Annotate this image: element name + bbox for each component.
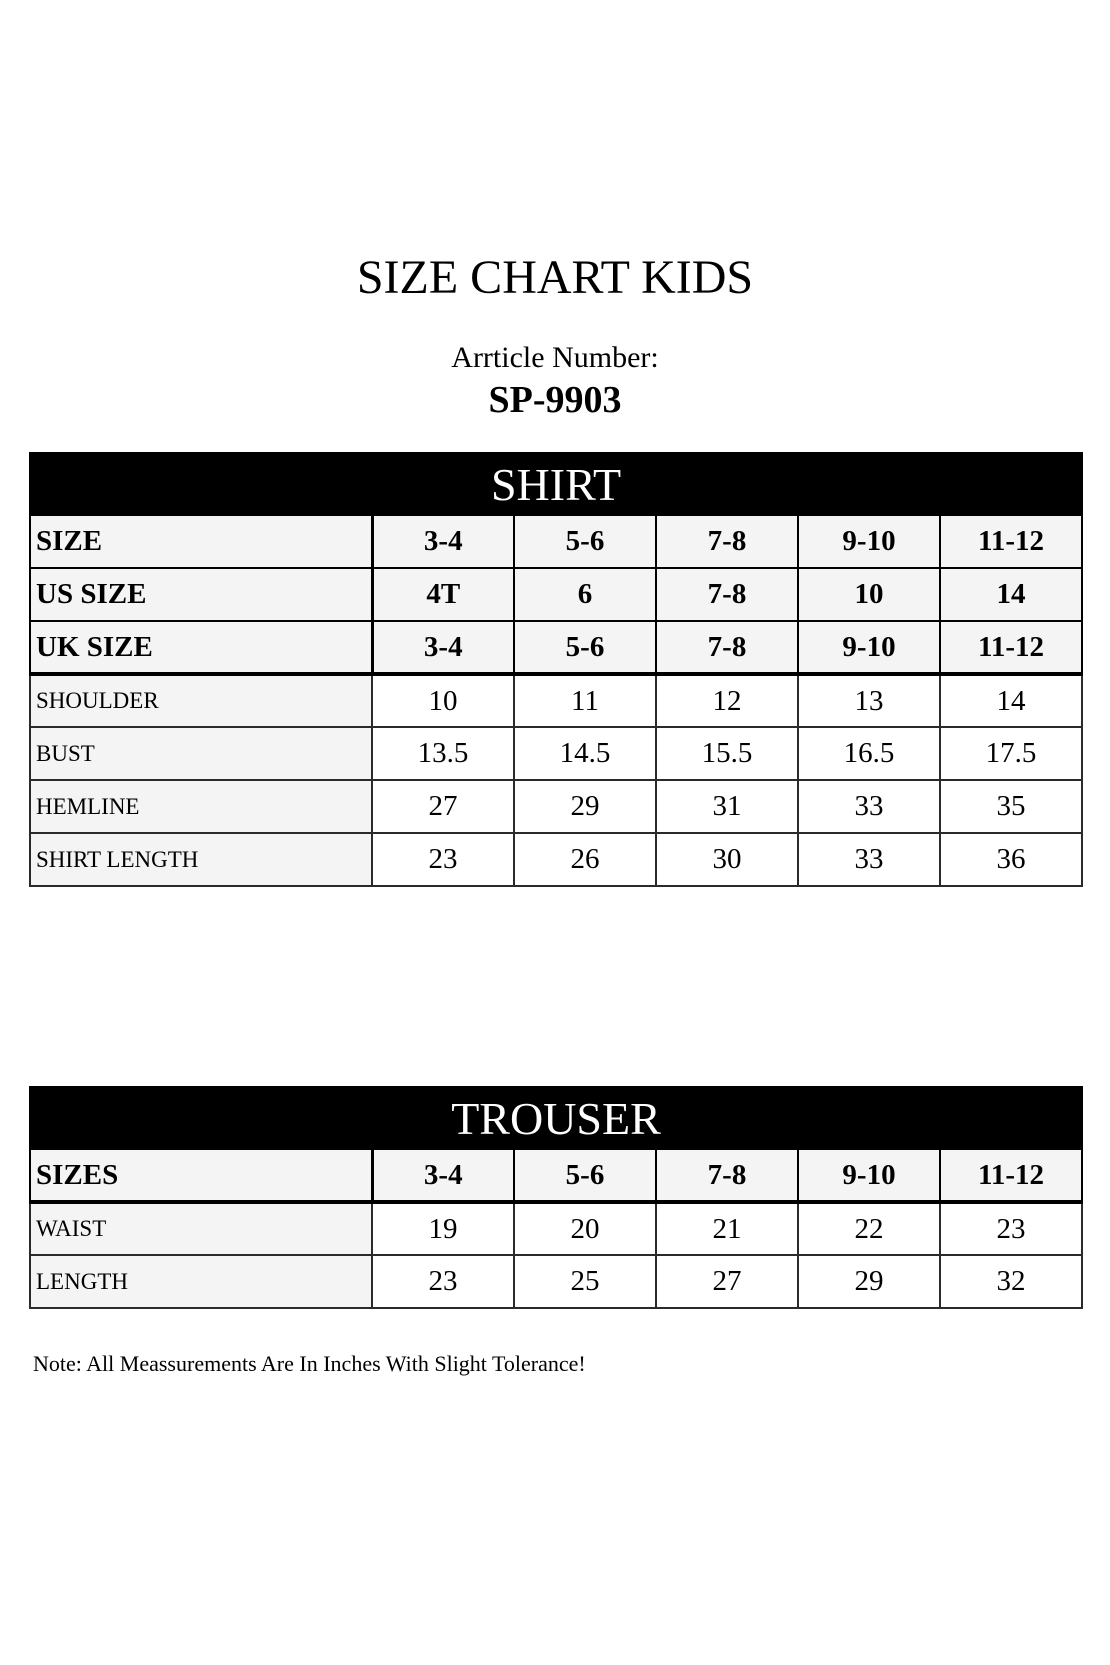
table-cell: 17.5 [940, 727, 1082, 780]
table-row [30, 674, 1082, 727]
table-cell: 29 [798, 1255, 940, 1308]
table-cell: 14 [940, 674, 1082, 727]
table-cell: 10 [798, 568, 940, 621]
table-cell: 29 [514, 780, 656, 833]
trouser-size-table [29, 1086, 1083, 1309]
table-cell: 9-10 [798, 1149, 940, 1202]
table-cell: 27 [372, 780, 514, 833]
table-row [30, 515, 1082, 568]
table-cell: 16.5 [798, 727, 940, 780]
table-cell: 26 [514, 833, 656, 886]
row-label: HEMLINE [30, 780, 372, 833]
table-cell: 13.5 [372, 727, 514, 780]
table-row [30, 833, 1082, 886]
table-cell: 3-4 [372, 515, 514, 568]
table-cell: 36 [940, 833, 1082, 886]
table-cell: 33 [798, 833, 940, 886]
table-cell: 14.5 [514, 727, 656, 780]
table-cell: 10 [372, 674, 514, 727]
table-cell: 22 [798, 1202, 940, 1255]
table-cell: 23 [372, 833, 514, 886]
table-cell: 7-8 [656, 568, 798, 621]
table-cell: 3-4 [372, 1149, 514, 1202]
table-cell: 15.5 [656, 727, 798, 780]
table-cell: 11-12 [940, 621, 1082, 674]
trouser-section-heading: TROUSER [30, 1087, 1082, 1149]
row-label: SHIRT LENGTH [30, 833, 372, 886]
table-cell: 27 [656, 1255, 798, 1308]
table-cell: 11 [514, 674, 656, 727]
article-number: SP-9903 [488, 379, 622, 421]
table-cell: 12 [656, 674, 798, 727]
shirt-section-heading: SHIRT [30, 453, 1082, 515]
row-label: BUST [30, 727, 372, 780]
table-row [30, 780, 1082, 833]
table-cell: 7-8 [656, 1149, 798, 1202]
table-row [30, 1255, 1082, 1308]
table-cell: 23 [940, 1202, 1082, 1255]
table-row [30, 621, 1082, 674]
table-row [30, 568, 1082, 621]
row-label: WAIST [30, 1202, 372, 1255]
table-cell: 21 [656, 1202, 798, 1255]
table-cell: 31 [656, 780, 798, 833]
row-label: UK SIZE [30, 621, 372, 674]
row-label: US SIZE [30, 568, 372, 621]
table-cell: 32 [940, 1255, 1082, 1308]
table-cell: 30 [656, 833, 798, 886]
page-title: SIZE CHART KIDS [356, 251, 754, 304]
table-cell: 5-6 [514, 1149, 656, 1202]
measurement-note: Note: All Meassurements Are In Inches With Slight Tolerance! [33, 1351, 586, 1376]
row-label: LENGTH [30, 1255, 372, 1308]
table-cell: 5-6 [514, 515, 656, 568]
table-cell: 9-10 [798, 621, 940, 674]
table-cell: 5-6 [514, 621, 656, 674]
table-cell: 7-8 [656, 621, 798, 674]
row-label: SHOULDER [30, 674, 372, 727]
table-cell: 25 [514, 1255, 656, 1308]
table-cell: 11-12 [940, 1149, 1082, 1202]
table-cell: 9-10 [798, 515, 940, 568]
table-cell: 4T [372, 568, 514, 621]
shirt-size-table [29, 452, 1083, 887]
table-cell: 20 [514, 1202, 656, 1255]
table-row [30, 1149, 1082, 1202]
table-cell: 35 [940, 780, 1082, 833]
table-cell: 11-12 [940, 515, 1082, 568]
table-cell: 23 [372, 1255, 514, 1308]
table-cell: 6 [514, 568, 656, 621]
table-cell: 3-4 [372, 621, 514, 674]
table-cell: 33 [798, 780, 940, 833]
table-row [30, 1202, 1082, 1255]
row-label: SIZE [30, 515, 372, 568]
table-row [30, 727, 1082, 780]
table-cell: 13 [798, 674, 940, 727]
table-cell: 14 [940, 568, 1082, 621]
table-cell: 19 [372, 1202, 514, 1255]
table-cell: 7-8 [656, 515, 798, 568]
article-number-label: Arrticle Number: [451, 341, 659, 374]
row-label: SIZES [30, 1149, 372, 1202]
